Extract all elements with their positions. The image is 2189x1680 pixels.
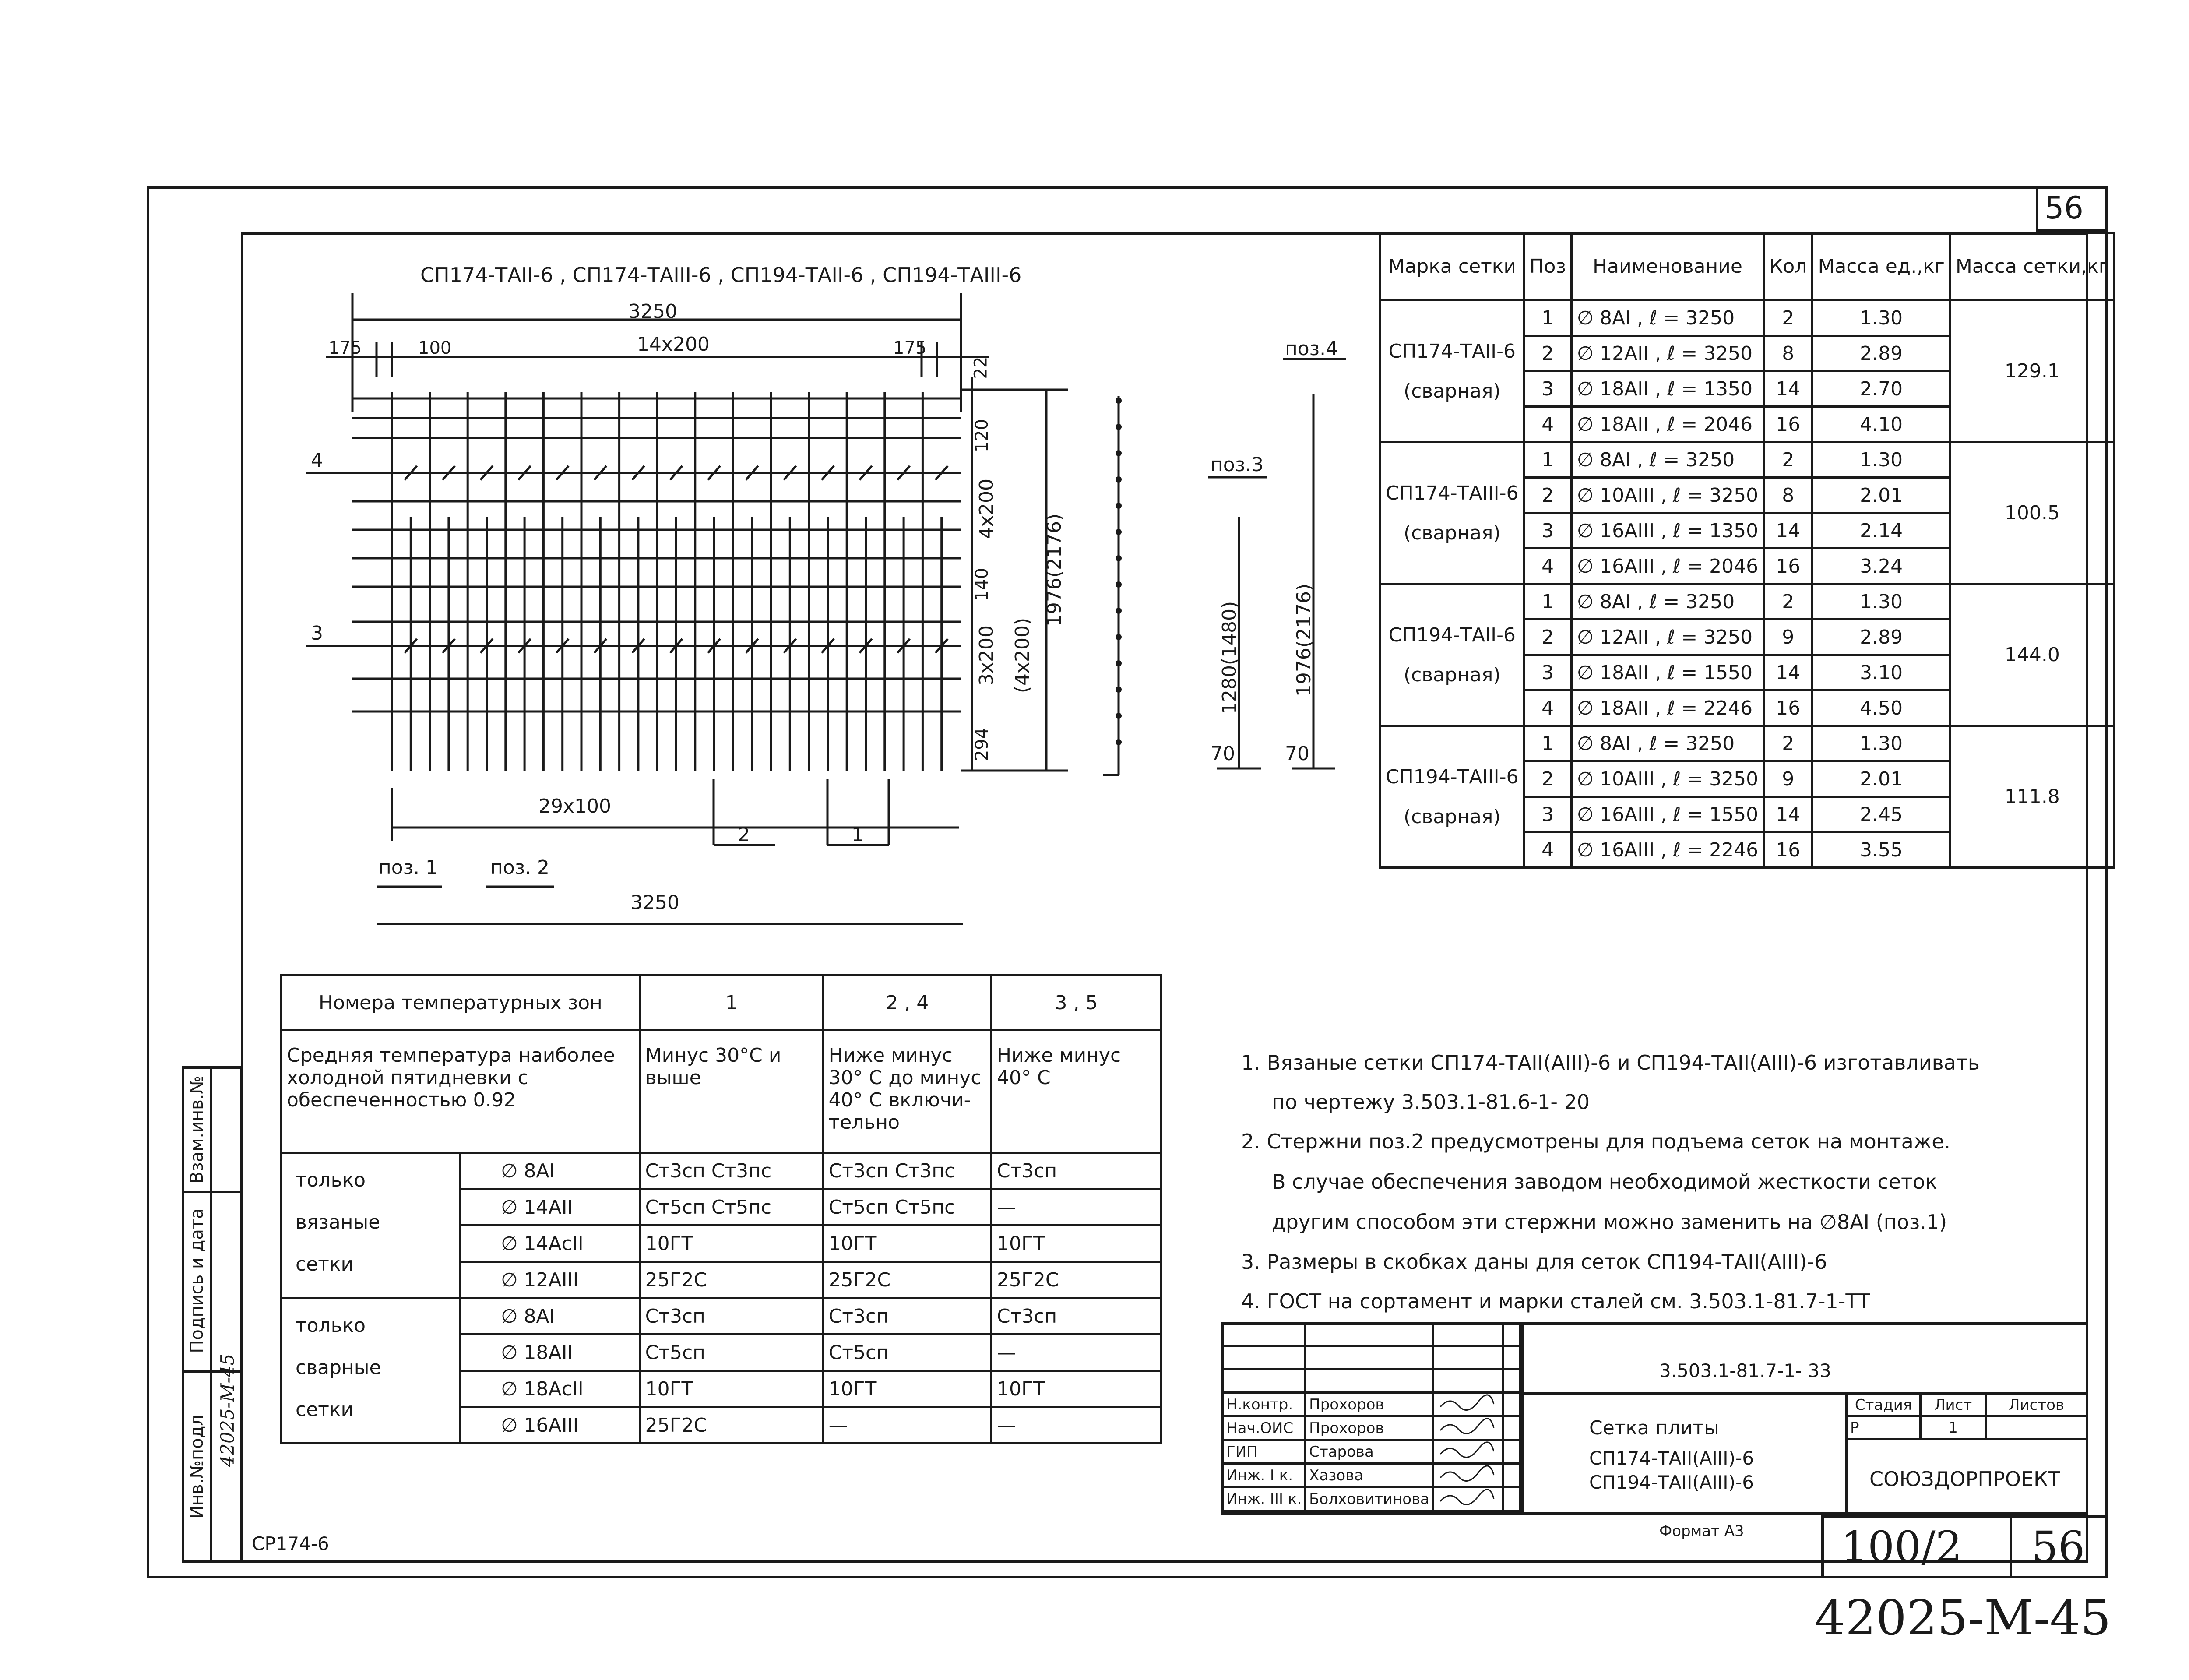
temp-group-label-line: только xyxy=(296,1314,366,1337)
rod-section-dot xyxy=(1116,608,1122,614)
note-line: 1. Вязаные сетки СП174-ТАII(АIII)-6 и СП194-ТАII(АIII)-6 изготавливать xyxy=(1241,1051,1980,1074)
signature-name: Старова xyxy=(1306,1440,1433,1464)
note-line: 4. ГОСТ на сортамент и марки сталей см. 3.503.1-81.7-1-ТТ xyxy=(1241,1289,1870,1313)
spec-name: ∅ 12АII , ℓ = 3250 xyxy=(1571,336,1763,371)
dim-3x200: 3х200 xyxy=(975,625,998,686)
spec-qty: 9 xyxy=(1764,620,1812,655)
label-pos-2: 2 xyxy=(738,824,750,846)
temp-header-zone-35: 3 , 5 xyxy=(992,976,1161,1030)
temp-row xyxy=(282,1298,1161,1335)
sheet-value: 1 xyxy=(1921,1416,1986,1439)
spec-mark-type: (сварная) xyxy=(1403,805,1501,828)
signature-row xyxy=(1223,1416,1520,1440)
spec-name: ∅ 8АI , ℓ = 3250 xyxy=(1571,300,1763,336)
temp-group-label-line: вязаные xyxy=(296,1211,380,1233)
temp-z24: 25Г2С xyxy=(823,1262,991,1298)
spec-pos: 2 xyxy=(1524,620,1571,655)
signature-role: Инж. III к. xyxy=(1223,1487,1306,1511)
temp-z24: 10ГТ xyxy=(823,1371,991,1407)
temp-bar: ∅ 14АсII xyxy=(461,1226,640,1262)
signature-name: Прохоров xyxy=(1306,1393,1433,1416)
spec-pos: 2 xyxy=(1524,336,1571,371)
spec-name: ∅ 8АI , ℓ = 3250 xyxy=(1571,584,1763,620)
note-line: В случае обеспечения заводом необходимой жесткости сеток xyxy=(1272,1170,1937,1194)
label-poz1: поз. 1 xyxy=(379,856,438,879)
spec-mark: СП174-ТАII-6 xyxy=(1388,340,1516,363)
signature-role: ГИП xyxy=(1223,1440,1306,1464)
archive-number: 42025-М-45 xyxy=(1815,1590,2111,1646)
temp-z24: Ст3сп xyxy=(823,1298,991,1335)
stage-value: Р xyxy=(1847,1416,1921,1439)
bottom-left-code: СР174-6 xyxy=(252,1533,329,1554)
temp-z35: — xyxy=(992,1407,1161,1444)
label-pos-1: 1 xyxy=(852,824,864,846)
temp-bar: ∅ 8АI xyxy=(461,1298,640,1335)
spec-unit-mass: 3.55 xyxy=(1812,832,1950,868)
rod-section-dot xyxy=(1116,529,1122,535)
spec-mark-type: (сварная) xyxy=(1403,380,1501,402)
temp-z35: 10ГТ xyxy=(992,1371,1161,1407)
rod-section-dot xyxy=(1116,581,1122,588)
signature-mark xyxy=(1433,1487,1503,1511)
spec-total-mass: 129.1 xyxy=(1950,300,2114,442)
spec-pos: 4 xyxy=(1524,407,1571,442)
temp-z35: — xyxy=(992,1335,1161,1371)
spec-name: ∅ 18АII , ℓ = 1350 xyxy=(1571,371,1763,407)
note-line: по чертежу 3.503.1-81.6-1- 20 xyxy=(1272,1090,1590,1114)
spec-row xyxy=(1380,300,2115,336)
signature-date xyxy=(1503,1416,1520,1440)
spec-name: ∅ 10АIII , ℓ = 3250 xyxy=(1571,761,1763,797)
temp-z1: 25Г2С xyxy=(640,1262,823,1298)
rod4-length: 1976(2176) xyxy=(1293,583,1316,697)
label-poz4: поз.4 xyxy=(1285,338,1338,360)
dim-total-top: 3250 xyxy=(628,300,677,323)
temp-row xyxy=(282,1153,1161,1189)
rod-section-dot xyxy=(1116,398,1122,404)
temp-z24: 10ГТ xyxy=(823,1226,991,1262)
signature-row xyxy=(1223,1440,1520,1464)
dim-4x200: 4х200 xyxy=(975,478,998,539)
spec-unit-mass: 3.24 xyxy=(1812,549,1950,584)
spec-qty: 8 xyxy=(1764,478,1812,513)
spec-unit-mass: 2.01 xyxy=(1812,478,1950,513)
spec-mark-cell xyxy=(1380,726,1524,868)
temp-z35: 10ГТ xyxy=(992,1226,1161,1262)
signature-role: Нач.ОИС xyxy=(1223,1416,1306,1440)
doc-code: 3.503.1-81.7-1- 33 xyxy=(1659,1360,1831,1381)
spec-unit-mass: 1.30 xyxy=(1812,300,1950,336)
temp-bar: ∅ 8АI xyxy=(461,1153,640,1189)
specification-table xyxy=(1379,232,2115,869)
spec-unit-mass: 2.45 xyxy=(1812,797,1950,832)
spec-unit-mass: 1.30 xyxy=(1812,726,1950,761)
spec-qty: 14 xyxy=(1764,371,1812,407)
dim-100: 100 xyxy=(418,338,452,358)
rod-section-dot xyxy=(1116,424,1122,430)
label-poz2: поз. 2 xyxy=(490,856,550,879)
spec-name: ∅ 18АII , ℓ = 2246 xyxy=(1571,690,1763,726)
signature-row xyxy=(1223,1487,1520,1511)
spec-pos: 3 xyxy=(1524,513,1571,549)
temp-zone-24-value: Ниже минус 30° С до минус 40° С включи- тельно xyxy=(823,1030,991,1153)
temp-group-label-line: только xyxy=(296,1169,366,1191)
stamp-sign-date: Подпись и дата xyxy=(187,1208,207,1353)
spec-header-pos: Поз xyxy=(1524,233,1571,300)
rod-section-dot xyxy=(1116,739,1122,745)
spec-name: ∅ 16АIII , ℓ = 1550 xyxy=(1571,797,1763,832)
rod-section-dot xyxy=(1116,634,1122,640)
temp-bar: ∅ 18АII xyxy=(461,1335,640,1371)
spec-unit-mass: 2.14 xyxy=(1812,513,1950,549)
dim-175-right: 175 xyxy=(893,338,927,358)
spec-mark: СП194-ТАIII-6 xyxy=(1386,765,1519,788)
spec-pos: 4 xyxy=(1524,549,1571,584)
signature-mark xyxy=(1433,1416,1503,1440)
spec-pos: 1 xyxy=(1524,442,1571,478)
spec-row xyxy=(1380,442,2115,478)
spec-name: ∅ 16АIII , ℓ = 2046 xyxy=(1571,549,1763,584)
sheet-header: Лист xyxy=(1921,1394,1986,1416)
dim-120: 120 xyxy=(972,419,992,453)
spec-qty: 16 xyxy=(1764,549,1812,584)
spec-pos: 1 xyxy=(1524,584,1571,620)
label-poz3: поз.3 xyxy=(1211,454,1264,476)
spec-name: ∅ 8АI , ℓ = 3250 xyxy=(1571,442,1763,478)
spec-mark: СП194-ТАII-6 xyxy=(1388,623,1516,646)
temp-z35: — xyxy=(992,1189,1161,1226)
sheets-header: Листов xyxy=(1985,1394,2087,1416)
drawing-title: СП174-ТАII-6 , СП174-ТАIII-6 , СП194-ТАII-6 , СП194-ТАIII-6 xyxy=(420,263,1022,287)
temp-zone-1-value: Минус 30°С и выше xyxy=(640,1030,823,1153)
spec-header-mark: Марка сетки xyxy=(1380,233,1524,300)
temp-bar: ∅ 16АIII xyxy=(461,1407,640,1444)
spec-name: ∅ 12АII , ℓ = 3250 xyxy=(1571,620,1763,655)
dim-total-bottom: 3250 xyxy=(630,891,679,914)
dim-22: 22 xyxy=(971,356,991,379)
stamp-inv-value: 42025-М-45 xyxy=(217,1353,238,1467)
spec-pos: 2 xyxy=(1524,478,1571,513)
spec-qty: 8 xyxy=(1764,336,1812,371)
spec-pos: 1 xyxy=(1524,726,1571,761)
spec-unit-mass: 3.10 xyxy=(1812,655,1950,690)
spec-pos: 3 xyxy=(1524,655,1571,690)
spec-mark: СП174-ТАIII-6 xyxy=(1386,482,1519,504)
temp-z35: 25Г2С xyxy=(992,1262,1161,1298)
note-line: другим способом эти стержни можно заменить на ∅8АI (поз.1) xyxy=(1272,1210,1947,1234)
format-label: Формат А3 xyxy=(1659,1522,1744,1540)
album-number: 100/2 xyxy=(1841,1522,1962,1571)
stage-table xyxy=(1845,1392,2088,1440)
spec-qty: 14 xyxy=(1764,797,1812,832)
stamp-vzam-inv: Взам.инв.№ xyxy=(187,1075,207,1184)
album-sheet: 56 xyxy=(2031,1522,2085,1571)
spec-qty: 2 xyxy=(1764,442,1812,478)
note-line: 2. Стержни поз.2 предусмотрены для подъема сеток на монтаже. xyxy=(1241,1130,1951,1153)
signature-row xyxy=(1223,1464,1520,1487)
temp-header-zones: Номера температурных зон xyxy=(282,976,640,1030)
rod-section-dot xyxy=(1116,503,1122,509)
stage-header: Стадия xyxy=(1847,1394,1921,1416)
temp-bar: ∅ 12АIII xyxy=(461,1262,640,1298)
spec-row xyxy=(1380,584,2115,620)
temp-z24: Ст5сп Ст5пс xyxy=(823,1189,991,1226)
spec-pos: 4 xyxy=(1524,690,1571,726)
rod-section-dot xyxy=(1116,450,1122,456)
spec-name: ∅ 18АII , ℓ = 1550 xyxy=(1571,655,1763,690)
note-line: 3. Размеры в скобках даны для сеток СП194-ТАII(АIII)-6 xyxy=(1241,1250,1827,1274)
spec-name: ∅ 8АI , ℓ = 3250 xyxy=(1571,726,1763,761)
spec-mark-cell xyxy=(1380,300,1524,442)
temp-group-label xyxy=(282,1153,461,1298)
dim-1976: 1976(2176) xyxy=(1043,513,1066,627)
spec-qty: 14 xyxy=(1764,655,1812,690)
temp-z24: Ст3сп Ст3пс xyxy=(823,1153,991,1189)
dim-29x100: 29х100 xyxy=(538,795,612,817)
temp-group-label-line: сетки xyxy=(296,1398,354,1421)
spec-qty: 2 xyxy=(1764,300,1812,336)
spec-pos: 3 xyxy=(1524,371,1571,407)
spec-header-name: Наименование xyxy=(1571,233,1763,300)
signature-date xyxy=(1503,1440,1520,1464)
spec-unit-mass: 4.50 xyxy=(1812,690,1950,726)
spec-pos: 3 xyxy=(1524,797,1571,832)
spec-qty: 2 xyxy=(1764,726,1812,761)
spec-mark-type: (сварная) xyxy=(1403,521,1501,544)
signature-date xyxy=(1503,1487,1520,1511)
spec-total-mass: 111.8 xyxy=(1950,726,2114,868)
spec-row xyxy=(1380,726,2115,761)
rod-section-dot xyxy=(1116,660,1122,666)
rod-section-dot xyxy=(1116,555,1122,561)
spec-name: ∅ 18АII , ℓ = 2046 xyxy=(1571,407,1763,442)
spec-unit-mass: 2.70 xyxy=(1812,371,1950,407)
temp-z1: 10ГТ xyxy=(640,1371,823,1407)
temp-header-zone-1: 1 xyxy=(640,976,823,1030)
temp-z35: Ст3сп xyxy=(992,1298,1161,1335)
spec-unit-mass: 1.30 xyxy=(1812,442,1950,478)
temp-bar: ∅ 14АII xyxy=(461,1189,640,1226)
spec-total-mass: 144.0 xyxy=(1950,584,2114,726)
dim-175-left: 175 xyxy=(328,338,362,358)
sheet-number: 56 xyxy=(2045,190,2084,226)
signature-role: Инж. I к. xyxy=(1223,1464,1306,1487)
rod3-end: 70 xyxy=(1211,743,1235,765)
spec-unit-mass: 1.30 xyxy=(1812,584,1950,620)
spec-header-unit-mass: Масса ед.,кг xyxy=(1812,233,1950,300)
temp-z1: 10ГТ xyxy=(640,1226,823,1262)
signature-name: Хазова xyxy=(1306,1464,1433,1487)
label-pos-3: 3 xyxy=(311,622,323,645)
spec-header-qty: Кол xyxy=(1764,233,1812,300)
spec-qty: 2 xyxy=(1764,584,1812,620)
label-pos-4: 4 xyxy=(311,449,323,472)
signature-name: Болховитинова xyxy=(1306,1487,1433,1511)
temp-z35: Ст3сп xyxy=(992,1153,1161,1189)
temp-z1: Ст5сп xyxy=(640,1335,823,1371)
spec-qty: 9 xyxy=(1764,761,1812,797)
organization: СОЮЗДОРПРОЕКТ xyxy=(1869,1467,2060,1491)
temp-group-label-line: сварные xyxy=(296,1356,381,1379)
spec-pos: 2 xyxy=(1524,761,1571,797)
rod-section-dot xyxy=(1116,713,1122,719)
temp-z24: — xyxy=(823,1407,991,1444)
title-line-1: Сетка плиты xyxy=(1589,1417,1719,1439)
signature-mark xyxy=(1433,1464,1503,1487)
rod-section-dot xyxy=(1116,476,1122,483)
spec-qty: 16 xyxy=(1764,832,1812,868)
title-line-2: СП174-ТАII(АIII)-6 xyxy=(1589,1448,1754,1469)
temp-header-zone-24: 2 , 4 xyxy=(823,976,991,1030)
spec-mark-type: (сварная) xyxy=(1403,663,1501,686)
spec-name: ∅ 16АIII , ℓ = 2246 xyxy=(1571,832,1763,868)
spec-unit-mass: 4.10 xyxy=(1812,407,1950,442)
rod-section-dot xyxy=(1116,687,1122,693)
dim-140: 140 xyxy=(972,567,992,602)
spec-total-mass: 100.5 xyxy=(1950,442,2114,584)
spec-pos: 1 xyxy=(1524,300,1571,336)
spec-name: ∅ 10АIII , ℓ = 3250 xyxy=(1571,478,1763,513)
stamp-inv-orig: Инв.№подл xyxy=(187,1415,207,1519)
signature-name: Прохоров xyxy=(1306,1416,1433,1440)
spec-qty: 14 xyxy=(1764,513,1812,549)
spec-unit-mass: 2.89 xyxy=(1812,620,1950,655)
signature-row xyxy=(1223,1393,1520,1416)
dim-4x200-alt: (4х200) xyxy=(1011,617,1034,694)
signature-mark xyxy=(1433,1393,1503,1416)
spec-mark-cell xyxy=(1380,584,1524,726)
temp-z1: Ст3сп Ст3пс xyxy=(640,1153,823,1189)
temp-zone-35-value: Ниже минус 40° С xyxy=(992,1030,1161,1153)
rod4-end: 70 xyxy=(1285,743,1309,765)
sheets-value xyxy=(1985,1416,2087,1439)
temp-z1: 25Г2С xyxy=(640,1407,823,1444)
signature-date xyxy=(1503,1393,1520,1416)
temp-row-label: Средняя температура наиболее холодной пятидневки с обеспеченностью 0.92 xyxy=(282,1030,640,1153)
temp-z24: Ст5сп xyxy=(823,1335,991,1371)
temp-bar: ∅ 18АсII xyxy=(461,1371,640,1407)
spec-header-total-mass: Масса сетки,кг xyxy=(1950,233,2114,300)
title-line-3: СП194-ТАII(АIII)-6 xyxy=(1589,1472,1754,1493)
spec-mark-cell xyxy=(1380,442,1524,584)
rod3-length: 1280(1480) xyxy=(1218,601,1241,715)
signature-date xyxy=(1503,1464,1520,1487)
signature-role: Н.контр. xyxy=(1223,1393,1306,1416)
dim-14x200: 14х200 xyxy=(637,333,710,356)
signature-mark xyxy=(1433,1440,1503,1464)
spec-unit-mass: 2.01 xyxy=(1812,761,1950,797)
spec-unit-mass: 2.89 xyxy=(1812,336,1950,371)
spec-qty: 16 xyxy=(1764,407,1812,442)
signatures-table xyxy=(1221,1322,1521,1512)
spec-qty: 16 xyxy=(1764,690,1812,726)
temp-z1: Ст5сп Ст5пс xyxy=(640,1189,823,1226)
spec-pos: 4 xyxy=(1524,832,1571,868)
spec-name: ∅ 16АIII , ℓ = 1350 xyxy=(1571,513,1763,549)
temp-z1: Ст3сп xyxy=(640,1298,823,1335)
dim-294: 294 xyxy=(972,727,992,761)
temp-group-label-line: сетки xyxy=(296,1253,354,1275)
temperature-zone-table xyxy=(280,974,1162,1444)
temp-group-label xyxy=(282,1298,461,1444)
